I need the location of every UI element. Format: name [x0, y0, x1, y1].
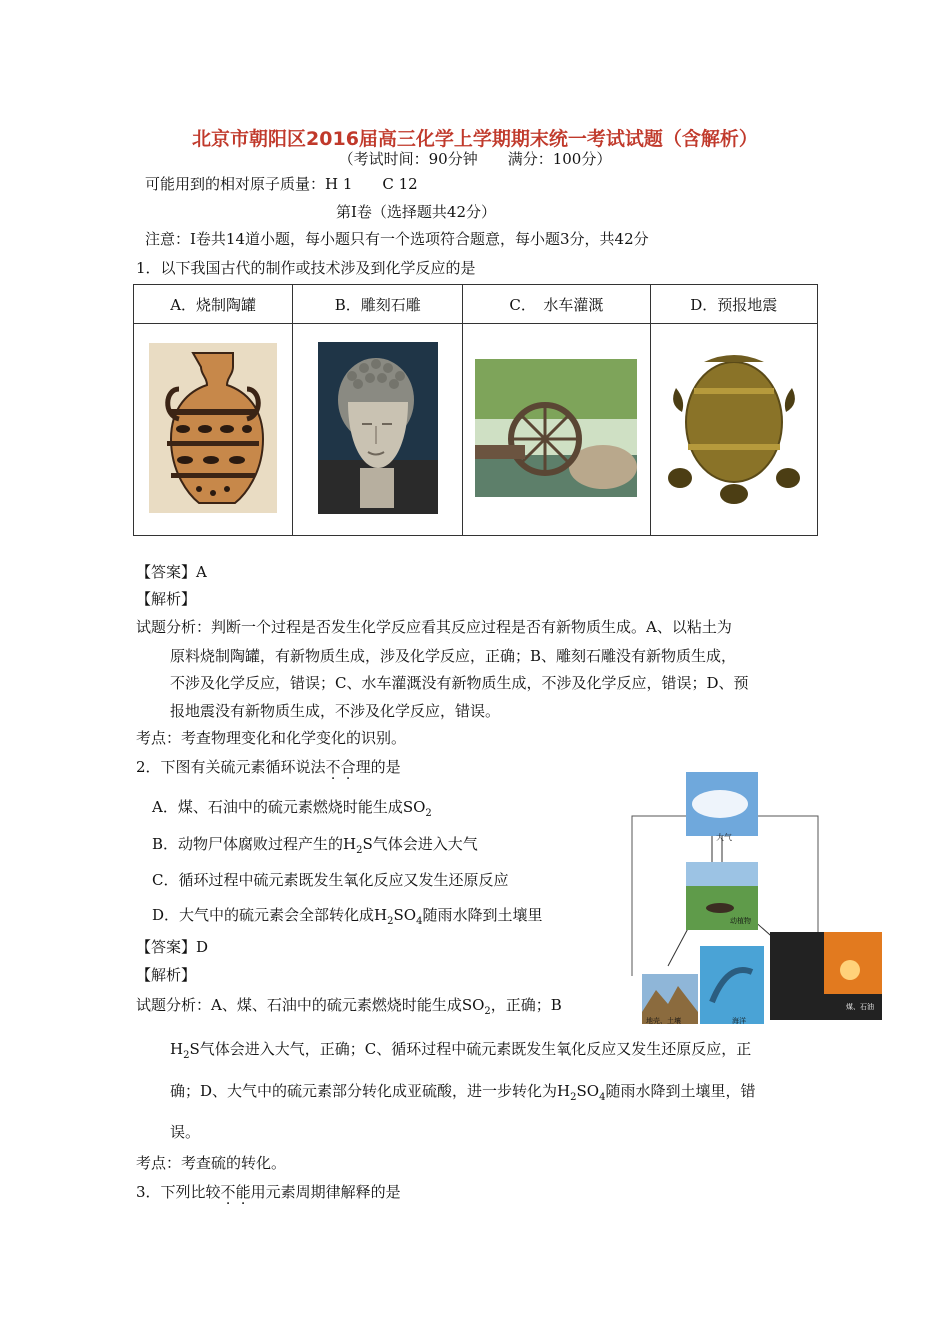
q2-option-d: D．大气中的硫元素会全部转化成$H_2SO_4$随雨水降到土壤里 — [152, 906, 543, 927]
q1-image-cell-a — [134, 324, 293, 536]
q1-stem: 1．以下我国古代的制作或技术涉及到化学反应的是 — [136, 259, 476, 277]
seismograph-image — [664, 348, 804, 508]
diagram-label-atmosphere: 大气 — [716, 833, 732, 842]
emphasis-dot: 不 — [325, 758, 341, 776]
q1-analysis-line: 不涉及化学反应，错误；C、水车灌溉没有新物质生成，不涉及化学反应，错误；D、预 — [170, 674, 749, 692]
q2-stem: 2．下图有关硫元素循环说法不合理的是 — [136, 758, 401, 776]
diagram-label-coal: 煤、石油 — [846, 1003, 874, 1011]
emphasis-dot: 能 — [235, 1183, 251, 1201]
q2-analysis-label: 【解析】 — [136, 966, 197, 984]
diagram-label-animals: 动植物 — [730, 917, 751, 925]
q1-image-cell-c — [463, 324, 650, 536]
pottery-jar-image — [149, 343, 277, 513]
q2-analysis-line: 试题分析：A、煤、石油中的硫元素燃烧时能生成$SO_2$，正确；B — [136, 996, 562, 1017]
q2-option-a: A．煤、石油中的硫元素燃烧时能生成$SO_2$ — [152, 798, 432, 819]
emphasis-dot: 不 — [220, 1183, 236, 1201]
q1-option-b: B．雕刻石雕 — [293, 285, 463, 324]
q1-options-table — [133, 284, 818, 536]
q1-image-cell-b — [293, 324, 463, 536]
diagram-label-soil: 地壳、土壤 — [646, 1017, 681, 1025]
emphasis-dot: 合 — [340, 758, 356, 776]
q1-analysis-line: 原料烧制陶罐，有新物质生成，涉及化学反应，正确；B、雕刻石雕没有新物质生成， — [170, 647, 737, 665]
q2-kaodian: 考点：考查硫的转化。 — [136, 1154, 287, 1172]
sulfur-cycle-diagram — [628, 766, 886, 1028]
q2-analysis-line: 误。 — [170, 1123, 201, 1141]
q1-image-cell-d — [650, 324, 817, 536]
stone-buddha-head-image — [318, 342, 438, 514]
q2-answer: 【答案】D — [136, 938, 209, 956]
water-wheel-image — [475, 359, 637, 497]
section-heading: 第Ⅰ卷（选择题共42分） — [336, 203, 497, 221]
exam-info: （考试时间：90分钟 满分：100分） — [338, 150, 612, 168]
q1-analysis-line: 试题分析：判断一个过程是否发生化学反应看其反应过程是否有新物质生成。A、以粘土为 — [136, 618, 732, 636]
q1-analysis-line: 报地震没有新物质生成，不涉及化学反应，错误。 — [170, 702, 501, 720]
document-title: 北京市朝阳区2016届高三化学上学期期末统一考试试题（含解析） — [192, 128, 758, 150]
atomic-mass-line: 可能用到的相对原子质量：H 1 C 12 — [145, 175, 418, 193]
diagram-label-ocean: 海洋 — [732, 1017, 746, 1025]
q1-option-a: A．烧制陶罐 — [134, 285, 293, 324]
q3-stem: 3．下列比较不能用元素周期律解释的是 — [136, 1183, 401, 1201]
q1-option-c: C． 水车灌溉 — [463, 285, 650, 324]
q2-analysis-line: 确；D、大气中的硫元素部分转化成亚硫酸，进一步转化为$H_2SO_4$随雨水降到土壤里，错 — [170, 1082, 756, 1103]
q2-option-b: B．动物尸体腐败过程产生的$H_2S$气体会进入大气 — [152, 835, 478, 856]
section-note: 注意：Ⅰ卷共14道小题，每小题只有一个选项符合题意，每小题3分，共42分 — [145, 230, 649, 248]
q1-option-d: D．预报地震 — [650, 285, 817, 324]
q2-analysis-line: $H_2S$气体会进入大气，正确；C、循环过程中硫元素既发生氧化反应又发生还原反应，正 — [170, 1040, 752, 1061]
q1-answer: 【答案】A — [136, 563, 207, 581]
q2-option-c: C．循环过程中硫元素既发生氧化反应又发生还原反应 — [152, 871, 509, 889]
q1-analysis-label: 【解析】 — [136, 590, 197, 608]
q1-kaodian: 考点：考查物理变化和化学变化的识别。 — [136, 729, 407, 747]
